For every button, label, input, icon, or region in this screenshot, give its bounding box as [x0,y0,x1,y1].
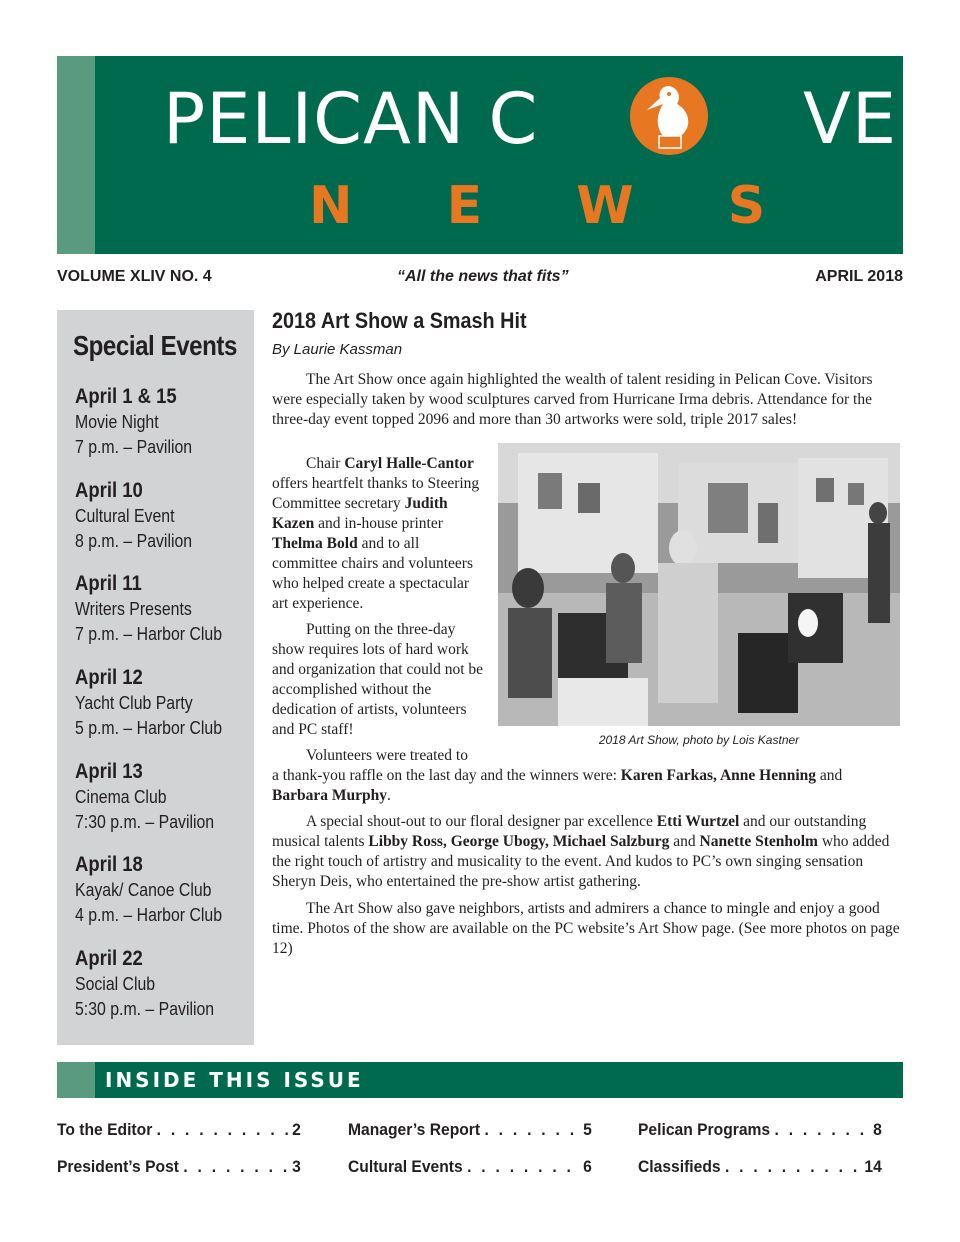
event-item [75,852,229,928]
toc-page: 8 [873,1120,882,1139]
event-date: April 11 [75,572,142,595]
article-paragraph [272,899,902,959]
special-events-sidebar [57,310,254,1045]
article-paragraph [272,766,902,806]
art-show-photo [498,443,900,726]
event-time: 8 p.m. – Pavilion [75,531,193,551]
article-byline: By Laurie Kassman [272,341,403,358]
toc-page: 14 [864,1157,882,1176]
article-paragraph-4-start: Volunteers were treated to [306,747,468,764]
event-time: 7:30 p.m. – Pavilion [75,812,215,832]
event-date: April 13 [75,760,143,783]
masthead-title-right: VE [803,78,898,160]
issue-date: APRIL 2018 [815,268,903,285]
article-paragraph [272,812,902,892]
toc-item[interactable] [638,1157,882,1177]
event-time: 7 p.m. – Harbor Club [75,624,223,644]
event-item [75,571,229,647]
event-item [75,384,229,460]
toc-page: 5 [583,1120,592,1139]
event-time: 5 p.m. – Harbor Club [75,718,223,738]
toc-leader [157,1120,288,1140]
article-paragraph [272,746,484,766]
volume-number: VOLUME XLIV NO. 4 [57,268,212,285]
inside-this-issue-bar [57,1062,903,1098]
event-date: April 18 [75,853,143,876]
article-paragraph-2: Chair Caryl Halle-Cantor offers heartfelt thanks to Steering Committee secretary Judith Kazen and in-house printer Thelma Bold and to all committee chairs and volunteers who helped create a spectacular art experience. [272,455,480,612]
toc-item[interactable] [638,1120,882,1140]
event-date: April 10 [75,479,143,502]
event-name: Kayak/ Canoe Club [75,880,212,900]
masthead-stripe [57,56,95,254]
toc-leader [484,1120,578,1140]
article-headline: 2018 Art Show a Smash Hit [272,308,527,333]
event-time: 4 p.m. – Harbor Club [75,905,223,925]
event-name: Cultural Event [75,506,175,526]
toc-item[interactable] [348,1120,592,1140]
inside-bar-stripe [57,1062,95,1098]
toc-page: 2 [292,1120,301,1139]
photo-caption: 2018 Art Show, photo by Lois Kastner [598,733,800,747]
event-name: Yacht Club Party [75,693,193,713]
masthead-title [163,74,923,164]
article-paragraph-5: A special shout-out to our floral designer par excellence Etti Wurtzel and our outstanding musical talents Libby Ross, George Ubogy, Michael Salzburg and Nanette Stenholm who added the right touch of artistry and musicality to the event. And kudos to PC’s own singing sensation Sheryn Deis, who entertained the pre-show artist gathering. [272,813,890,890]
toc-title: President’s Post [57,1157,179,1176]
event-item [75,759,229,835]
toc-page: 3 [292,1157,301,1176]
toc-item[interactable] [57,1157,301,1177]
event-date: April 1 & 15 [75,385,177,408]
event-item [75,665,229,741]
event-time: 7 p.m. – Pavilion [75,437,193,457]
article-paragraph [272,370,902,430]
toc-leader [725,1157,860,1177]
article-paragraph [272,454,484,614]
toc-title: Classifieds [638,1157,721,1176]
event-name: Movie Night [75,412,159,432]
article-paragraph-6: The Art Show also gave neighbors, artists and admirers a chance to mingle and enjoy a good time. Photos of the show are available on the PC website’s Art Show page. (See more photos on page 12) [272,900,900,957]
motto: “All the news that fits” [397,268,569,285]
toc-page: 6 [583,1157,592,1176]
event-item [75,478,229,554]
event-item [75,946,229,1022]
toc-leader [467,1157,579,1177]
article-paragraph-1: The Art Show once again highlighted the wealth of talent residing in Pelican Cove. Visitors were especially taken by wood sculptures carved from Hurricane Irma debris. Attendance for the three-day event topped 2096 and more than 30 artworks were sold, triple 2017 sales! [272,371,873,428]
toc-title: Pelican Programs [638,1120,771,1139]
masthead-subtitle: N E W S [309,176,804,236]
event-name: Social Club [75,974,156,994]
event-time: 5:30 p.m. – Pavilion [75,999,215,1019]
article-paragraph-4: a thank-you raffle on the last day and the winners were: Karen Farkas, Anne Henning and Barbara Murphy. [272,767,843,804]
article-paragraph [272,620,484,740]
event-name: Cinema Club [75,787,167,807]
masthead [57,56,903,254]
toc-title: Manager’s Report [348,1120,481,1139]
toc-leader [183,1157,287,1177]
toc-leader [774,1120,868,1140]
toc-title: Cultural Events [348,1157,463,1176]
masthead-title-left: PELICAN C [163,78,539,160]
toc-item[interactable] [348,1157,592,1177]
sidebar-title: Special Events [73,330,237,361]
event-name: Writers Presents [75,599,192,619]
toc-item[interactable] [57,1120,301,1140]
pelican-logo-icon [629,76,709,156]
article-paragraph-3: Putting on the three-day show requires lots of hard work and organization that could not be accomplished without the dedication of artists, volunteers and PC staff! [272,621,484,738]
inside-this-issue-label: INSIDE THIS ISSUE [105,1068,364,1092]
issue-info-bar [57,268,903,292]
event-date: April 12 [75,666,143,689]
toc-title: To the Editor [57,1120,153,1139]
event-date: April 22 [75,947,143,970]
